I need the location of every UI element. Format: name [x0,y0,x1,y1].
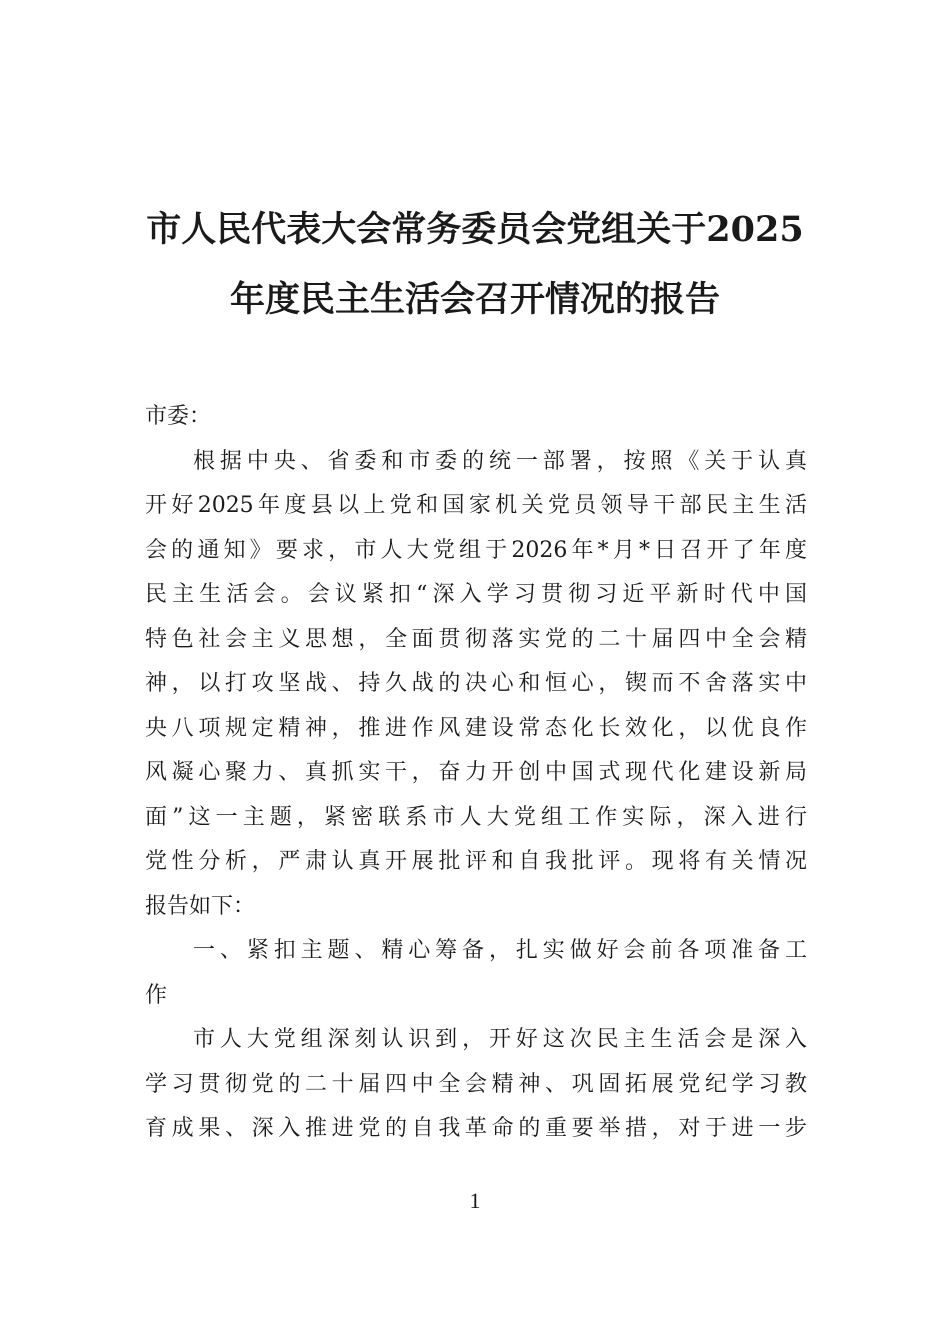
paragraph-line: 市人大党组深刻认识到，开好这次民主生活会是深入 [193,1027,807,1052]
paragraph-line: 央八项规定精神，推进作风建设常态化长效化，以优良作 [145,715,807,741]
title-line: 年度民主生活会召开情况的报告 [229,279,720,320]
section-heading [145,929,807,1018]
paragraph-line: 党性分析，严肃认真开展批评和自我批评。现将有关情况 [145,849,807,874]
heading-line: 作 [145,982,168,1008]
paragraph-line: 风凝心聚力、真抓实干，奋力开创中国式现代化建设新局 [145,760,807,785]
intro-paragraph [145,440,807,930]
heading-line: 一、紧扣主题、精心筹备，扎实做好会前各项准备工 [193,938,807,963]
paragraph-line: 面”这一主题，紧密联系市人大党组工作实际，深入进行 [145,804,807,830]
page-number: 1 [469,1188,481,1213]
paragraph-line: 神，以打攻坚战、持久战的决心和恒心，锲而不舍落实中 [145,671,807,696]
paragraph-line: 育成果、深入推进党的自我革命的重要举措，对于进一步 [145,1116,807,1141]
paragraph-line: 特色社会主义思想，全面贯彻落实党的二十届四中全会精 [145,626,807,652]
paragraph-line: 民主生活会。会议紧扣“深入学习贯彻习近平新时代中国 [145,582,807,607]
paragraph-line: 报告如下： [145,893,256,919]
paragraph-line: 根据中央、省委和市委的统一部署，按照《关于认真 [193,448,807,474]
document-title [100,195,850,335]
paragraph-line: 会的通知》要求，市人大党组于2026年*月*日召开了年度 [145,537,807,563]
salutation: 市委： [145,404,212,429]
title-line: 市人民代表大会常务委员会党组关于2025 [146,209,804,250]
section-paragraph [145,1018,807,1152]
document-body [145,395,807,1152]
paragraph-line: 开好2025年度县以上党和国家机关党员领导干部民主生活 [145,493,807,518]
paragraph-line: 学习贯彻党的二十届四中全会精神、巩固拓展党纪学习教 [145,1071,807,1097]
